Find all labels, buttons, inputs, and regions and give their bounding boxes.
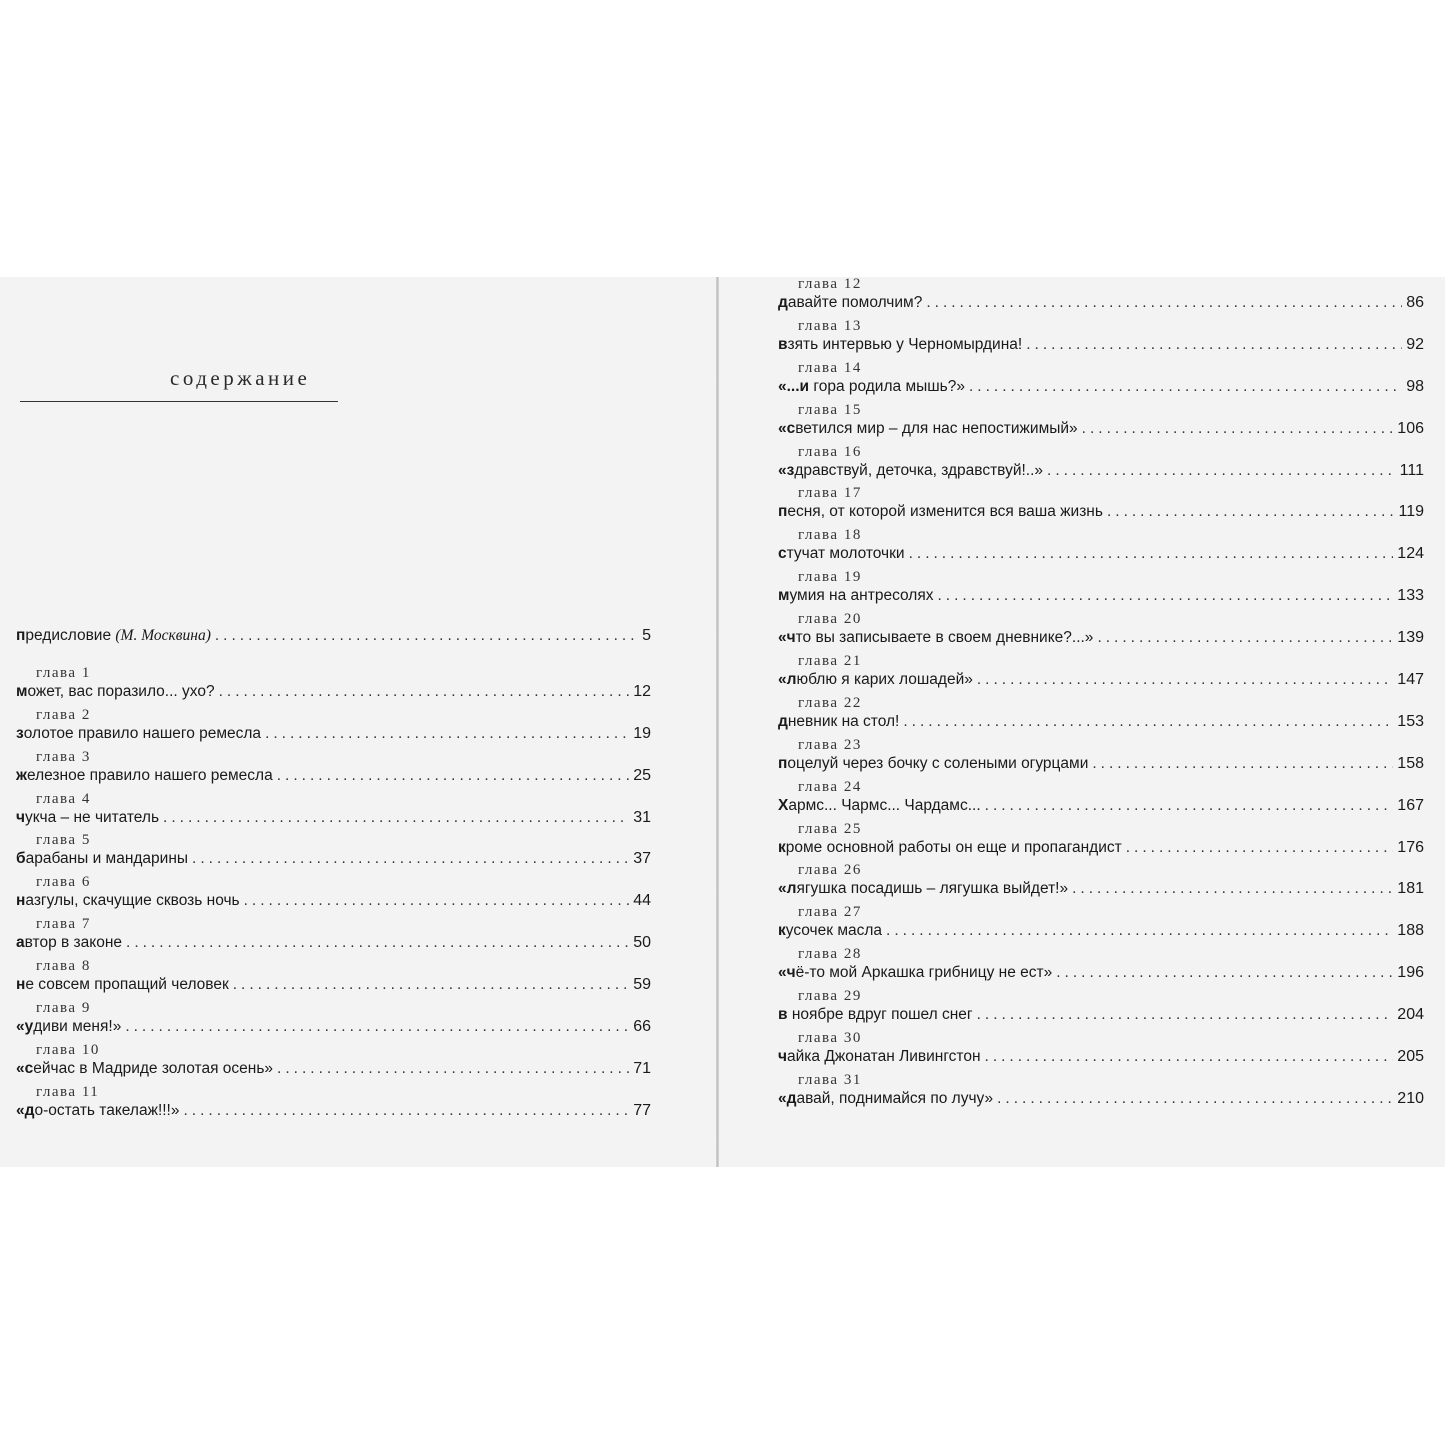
page-number: 59 [633,976,651,994]
page-number: 188 [1397,922,1424,940]
entry-line [778,462,1424,480]
entry-line [778,839,1424,857]
entry-line [778,378,1424,396]
entry-initial: б [16,850,26,868]
entry-initial: к [778,922,786,940]
toc-entry[interactable] [778,946,1424,992]
entry-title: «до-остать такелаж!!!» [16,1101,180,1119]
chapter-label: глава 19 [798,569,862,586]
chapter-label: глава 14 [798,359,862,376]
entry-initial: в [778,1006,788,1024]
chapter-label: глава 31 [798,1071,862,1088]
toc-entry[interactable] [778,443,1424,490]
dot-leader [215,627,638,645]
page-number: 147 [1397,671,1424,689]
entry-title: «сейчас в Мадриде золотая осень» [16,1059,274,1077]
chapter-label: глава 5 [36,832,91,849]
toc-entry[interactable] [16,874,651,920]
entry-title: кусочек масла [778,922,883,940]
page-number: 77 [633,1101,651,1119]
entry-initial: н [16,892,26,910]
toc-entry[interactable] [778,988,1424,1034]
entry-title: поцелуй через бочку с солеными огурцами [778,754,1089,772]
entry-title: «давай, поднимайся по лучу» [778,1089,994,1107]
dot-leader [277,1060,629,1078]
chapter-label: глава 18 [798,527,862,544]
entry-title: не совсем пропащий человек [16,976,229,994]
dot-leader [1107,503,1395,521]
entry-initial: п [16,627,26,644]
toc-entry[interactable] [16,627,651,669]
page-number: 31 [633,808,651,826]
entry-initial: д [778,294,788,311]
entry-initial: з [16,724,24,742]
chapter-label: глава 28 [798,946,862,963]
toc-entry[interactable] [16,1000,651,1046]
entry-line [16,683,651,701]
entry-line [778,1006,1424,1024]
page-number: 176 [1397,838,1424,856]
entry-title: в ноябре вдруг пошел снег [778,1006,973,1024]
entry-line [778,880,1424,898]
entry-title: «светился мир – для нас непостижимый» [778,419,1078,437]
entry-initial: ж [16,766,27,784]
chapter-label: глава 7 [36,916,91,933]
entry-initial: д [778,712,788,730]
page-number: 119 [1398,503,1424,521]
page-number: 139 [1397,629,1424,647]
page-number: 196 [1397,964,1424,982]
entry-initial: «ч [778,964,796,982]
chapter-label: глава 30 [798,1030,862,1047]
entry-line [778,713,1424,731]
entry-initial: с [778,545,787,563]
page-number: 5 [642,627,651,644]
entry-title: золотое правило нашего ремесла [16,724,262,742]
entry-initial: «ч [778,629,796,647]
chapter-label: глава 2 [36,706,91,723]
entry-line [16,934,651,952]
entry-line [16,627,651,645]
entry-line [16,1060,651,1078]
entry-title: предисловие (М. Москвина) [16,627,211,644]
entry-line [16,976,651,994]
toc-entry[interactable] [778,778,1424,825]
entry-line [778,1090,1424,1108]
entry-line [16,1018,651,1036]
entry-title: «здравствуй, деточка, здравствуй!..» [778,461,1044,479]
entry-line [778,964,1424,982]
entry-initial: к [778,838,786,856]
entry-line [778,629,1424,647]
entry-title: чайка Джонатан Ливингстон [778,1048,981,1066]
dot-leader [977,671,1393,689]
page-number: 37 [633,850,651,868]
toc-entry[interactable] [16,790,651,837]
entry-initial: п [778,754,788,772]
toc-entry[interactable] [778,359,1424,406]
toc-entry[interactable] [778,317,1424,364]
title-underline [20,401,338,402]
entry-initial: «с [778,419,796,437]
entry-title: давайте помолчим? [778,294,923,311]
dot-leader [277,767,629,785]
dot-leader [1056,964,1393,982]
dot-leader [1072,880,1393,898]
page-number: 12 [633,682,651,700]
page-number: 205 [1397,1048,1424,1066]
entry-line [778,336,1424,354]
entry-initial: н [16,976,26,994]
dot-leader [969,378,1402,396]
entry-initial: Х [778,796,789,814]
dot-leader [985,797,1394,815]
toc-entry[interactable] [778,1030,1424,1076]
dot-leader [244,892,630,910]
entry-line [778,294,1424,312]
page-number: 50 [633,934,651,952]
page-number: 71 [633,1059,651,1077]
entry-initial: ч [778,1048,787,1066]
page-number: 106 [1397,419,1424,437]
chapter-label: глава 6 [36,874,91,891]
dot-leader [1126,839,1394,857]
toc-entry[interactable] [778,527,1424,573]
chapter-label: глава 1 [36,664,91,681]
dot-leader [125,1018,629,1036]
dot-leader [126,934,629,952]
chapter-label: глава 26 [798,862,862,879]
entry-line [778,755,1424,773]
toc-list-left [16,627,651,1130]
entry-line [778,922,1424,940]
toc-entry[interactable] [16,958,651,1004]
entry-initial: «...и [778,377,810,395]
entry-initial: в [778,335,788,353]
entry-initial: «с [16,1059,34,1077]
chapter-label: глава 20 [798,611,862,628]
toc-entry[interactable] [16,832,651,878]
chapter-label: глава 29 [798,988,862,1005]
toc-list-right [778,276,1424,1118]
page-number: 19 [633,724,651,742]
entry-line [778,587,1424,605]
chapter-label: глава 16 [798,443,862,460]
chapter-label: глава 21 [798,653,862,670]
toc-entry[interactable] [16,748,651,795]
entry-initial: «л [778,880,797,898]
chapter-label: глава 27 [798,904,862,921]
toc-entry[interactable] [16,916,651,962]
chapter-label: глава 15 [798,401,862,418]
entry-title: взять интервью у Черномырдина! [778,335,1023,353]
entry-initial: м [778,587,790,605]
entry-title: «удиви меня!» [16,1018,122,1036]
toc-title: содержание [170,366,311,390]
page-number: 44 [633,892,651,910]
entry-initial: м [16,682,28,700]
entry-initial: ч [16,808,25,826]
dot-leader [926,294,1402,312]
page-number: 133 [1397,587,1424,605]
entry-line [16,725,651,743]
entry-line [778,671,1424,689]
entry-title: может, вас поразило... ухо? [16,682,215,700]
entry-initial: п [778,503,788,521]
entry-title: барабаны и мандарины [16,850,189,868]
entry-title: назгулы, скачущие сквозь ночь [16,892,240,910]
entry-title: «чё-то мой Аркашка грибницу не ест» [778,964,1053,982]
entry-line [778,797,1424,815]
page-number: 210 [1397,1089,1424,1107]
dot-leader [219,683,630,701]
page-number: 158 [1397,754,1424,772]
entry-line [16,1102,651,1120]
chapter-label: глава 4 [36,790,91,807]
dot-leader [1047,462,1396,480]
chapter-label: глава 8 [36,958,91,975]
toc-entry[interactable] [778,276,1424,322]
entry-initial: «л [778,671,797,689]
entry-title: дневник на стол! [778,712,900,730]
entry-initial: «д [16,1101,35,1119]
entry-title: автор в законе [16,934,123,952]
entry-line [778,420,1424,438]
toc-entry[interactable] [778,569,1424,615]
page-number: 181 [1397,880,1424,898]
toc-entry[interactable] [778,485,1424,531]
dot-leader [184,1102,630,1120]
entry-initial: «у [16,1018,34,1036]
toc-entry[interactable] [778,820,1424,867]
chapter-label: глава 25 [798,820,862,837]
entry-line [778,545,1424,563]
chapter-label: глава 22 [798,694,862,711]
chapter-label: глава 9 [36,1000,91,1017]
dot-leader [1082,420,1394,438]
entry-initial: «д [778,1089,797,1107]
toc-entry[interactable] [778,611,1424,657]
dot-leader [937,587,1393,605]
toc-entry[interactable] [778,653,1424,699]
entry-line [16,850,651,868]
page-number: 92 [1406,335,1424,353]
entry-initial: а [16,934,25,952]
entry-title: мумия на антресолях [778,587,934,605]
chapter-label: глава 13 [798,317,862,334]
entry-title: песня, от которой изменится вся ваша жизнь [778,503,1103,521]
toc-entry[interactable] [778,736,1424,783]
dot-leader [1092,755,1393,773]
entry-title: «лягушка посадишь – лягушка выйдет!» [778,880,1069,898]
dot-leader [1097,629,1393,647]
entry-line [778,503,1424,521]
entry-line [16,809,651,827]
toc-entry[interactable] [778,862,1424,908]
chapter-label: глава 12 [798,276,862,292]
dot-leader [192,850,629,868]
entry-line [778,1048,1424,1066]
entry-title: чукча – не читатель [16,808,160,826]
page-number: 86 [1406,294,1424,311]
page-number: 98 [1406,377,1424,395]
page-number: 66 [633,1018,651,1036]
entry-title: «что вы записываете в своем дневнике?...» [778,629,1094,647]
dot-leader [886,922,1393,940]
chapter-label: глава 3 [36,748,91,765]
dot-leader [1026,336,1402,354]
dot-leader [233,976,629,994]
entry-title: «люблю я карих лошадей» [778,671,973,689]
dot-leader [977,1006,1394,1024]
dot-leader [265,725,629,743]
page-number: 167 [1397,796,1424,814]
toc-entry[interactable] [778,1071,1424,1118]
dot-leader [909,545,1394,563]
entry-title: стучат молоточки [778,545,905,563]
entry-title: «...и гора родила мышь?» [778,377,965,395]
page-number: 25 [633,766,651,784]
chapter-label: глава 17 [798,485,862,502]
dot-leader [997,1090,1393,1108]
chapter-label: глава 23 [798,736,862,753]
entry-title: кроме основной работы он еще и пропагандист [778,838,1122,856]
dot-leader [163,809,629,827]
page-number: 111 [1399,461,1424,479]
toc-entry[interactable] [16,1083,651,1130]
page-number: 124 [1397,545,1424,563]
toc-entry[interactable] [778,694,1424,741]
entry-title: Хармс... Чармс... Чардамс... [778,796,981,814]
dot-leader [985,1048,1394,1066]
entry-initial: «з [778,461,795,479]
chapter-label: глава 11 [36,1083,100,1100]
toc-entry[interactable] [16,706,651,753]
chapter-label: глава 10 [36,1041,100,1058]
page-number: 153 [1397,712,1424,730]
toc-entry[interactable] [778,904,1424,950]
entry-line [16,767,651,785]
toc-entry[interactable] [16,664,651,711]
entry-line [16,892,651,910]
entry-author: (М. Москвина) [115,627,211,644]
dot-leader [903,713,1393,731]
chapter-label: глава 24 [798,778,862,795]
page-number: 204 [1397,1006,1424,1024]
toc-entry[interactable] [16,1041,651,1088]
toc-entry[interactable] [778,401,1424,448]
entry-title: железное правило нашего ремесла [16,766,273,784]
